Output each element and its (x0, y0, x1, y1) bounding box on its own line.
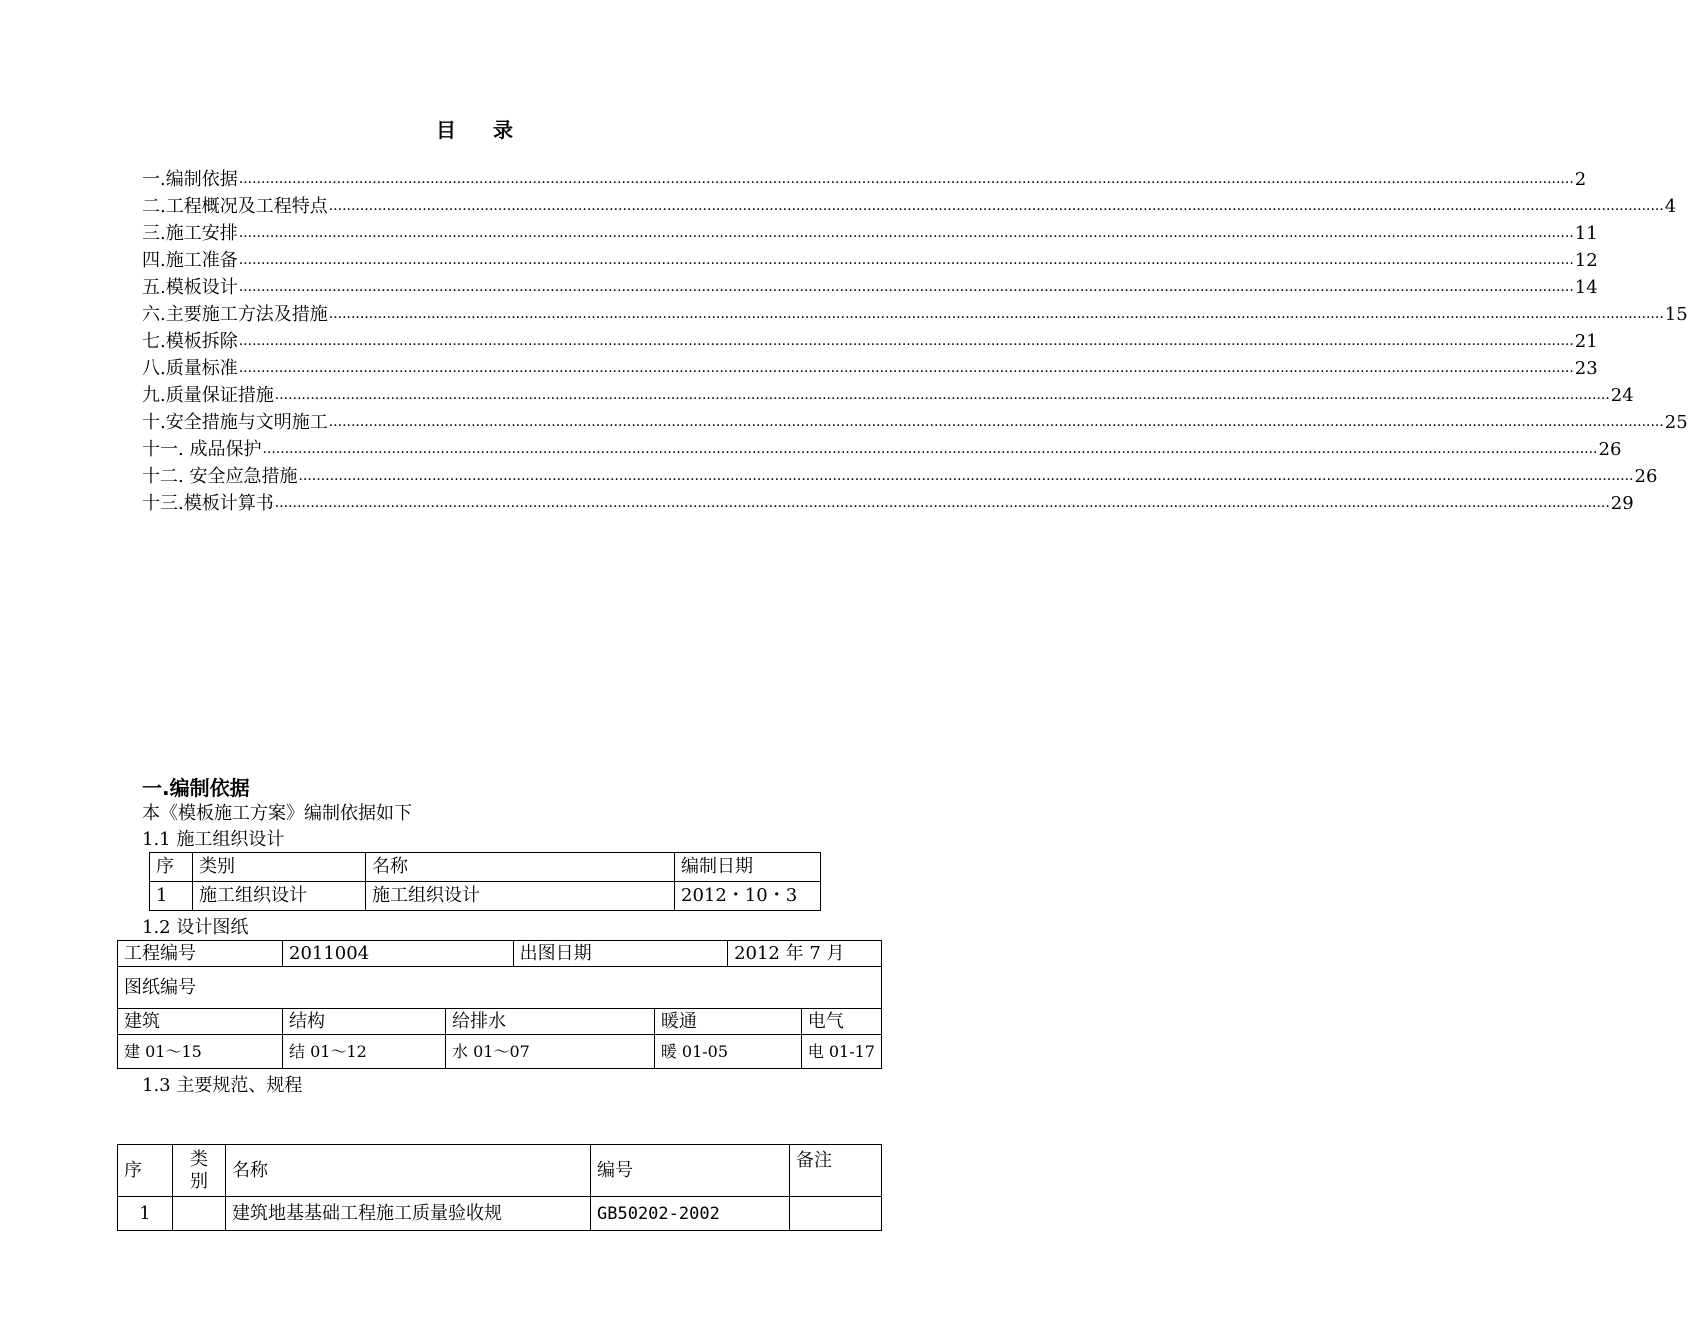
subsection-title-1-3: 1.3 主要规范、规程 (142, 1075, 303, 1096)
table-header-cell: 名称 (366, 853, 675, 882)
section-intro: 本《模板施工方案》编制依据如下 (142, 803, 412, 824)
table-cell (790, 1197, 882, 1231)
table-cell: 1 (150, 882, 193, 911)
toc-dot-leader: ............................................................................................................................................................................................................................................................................................................ (262, 441, 1598, 457)
toc-dot-leader: ............................................................................................................................................................................................................................................................................................................ (238, 360, 1574, 376)
table-cell: 建 01～15 (118, 1035, 283, 1069)
toc-entry-label: 三.施工安排 (142, 223, 238, 244)
toc-dot-leader: ............................................................................................................................................................................................................................................................................................................ (328, 414, 1664, 430)
toc-entry[interactable] (142, 328, 1598, 355)
toc-entry-page: 11 (1574, 223, 1598, 244)
table-header-cell: 类别 (193, 853, 366, 882)
toc-title (0, 114, 950, 143)
toc-dot-leader: ............................................................................................................................................................................................................................................................................................................ (328, 306, 1664, 322)
table-header-cell (173, 1145, 226, 1197)
toc-entry-label: 十一. 成品保护 (142, 439, 262, 460)
subsection-title-1-2: 1.2 设计图纸 (142, 917, 249, 938)
table-header-cell: 备注 (790, 1145, 882, 1197)
table-cell (173, 1197, 226, 1231)
table-of-contents (142, 166, 1688, 517)
standards-table (117, 1144, 882, 1231)
toc-entry-label: 四.施工准备 (142, 250, 238, 271)
toc-dot-leader: ............................................................................................................................................................................................................................................................................................................ (238, 171, 1574, 187)
toc-entry[interactable] (142, 490, 1634, 517)
toc-entry-page: 25 (1664, 412, 1688, 433)
table-row (118, 941, 882, 967)
toc-entry[interactable] (142, 220, 1598, 247)
toc-entry-page: 4 (1664, 196, 1677, 217)
table-cell: 暖 01-05 (654, 1035, 801, 1069)
toc-entry-page: 12 (1574, 250, 1598, 271)
table-cell: 施工组织设计 (366, 882, 675, 911)
toc-entry-label: 十.安全措施与文明施工 (142, 412, 328, 433)
table-cell: 施工组织设计 (193, 882, 366, 911)
toc-entry-page: 26 (1634, 466, 1658, 487)
toc-dot-leader: ............................................................................................................................................................................................................................................................................................................ (238, 252, 1574, 268)
toc-entry-label: 九.质量保证措施 (142, 385, 274, 406)
table-cell: 给排水 (446, 1009, 655, 1035)
toc-entry-label: 二.工程概况及工程特点 (142, 196, 328, 217)
toc-dot-leader: ............................................................................................................................................................................................................................................................................................................ (274, 495, 1610, 511)
toc-entry[interactable] (142, 193, 1677, 220)
design-drawings-table (117, 940, 882, 1069)
table-cell: 暖通 (654, 1009, 801, 1035)
toc-entry-label: 五.模板设计 (142, 277, 238, 298)
toc-entry-page: 24 (1610, 385, 1634, 406)
toc-dot-leader: ............................................................................................................................................................................................................................................................................................................ (238, 225, 1574, 241)
table-row (118, 1197, 882, 1231)
toc-dot-leader: ............................................................................................................................................................................................................................................................................................................ (238, 333, 1574, 349)
table-cell: GB50202-2002 (591, 1197, 790, 1231)
toc-dot-leader: ............................................................................................................................................................................................................................................................................................................ (328, 198, 1664, 214)
construction-org-design-table (149, 852, 821, 911)
table-row (150, 882, 821, 911)
toc-entry-page: 26 (1598, 439, 1622, 460)
toc-entry-page: 15 (1664, 304, 1688, 325)
toc-entry[interactable] (142, 355, 1598, 382)
toc-entry[interactable] (142, 463, 1658, 490)
table-cell: 1 (118, 1197, 173, 1231)
table-cell: 结构 (283, 1009, 446, 1035)
table-header-cell: 名称 (226, 1145, 591, 1197)
table-row (118, 1035, 882, 1069)
drawing-no-label: 图纸编号 (118, 967, 882, 1009)
project-no-label: 工程编号 (118, 941, 283, 967)
toc-dot-leader: ............................................................................................................................................................................................................................................................................................................ (298, 468, 1634, 484)
toc-entry[interactable] (142, 247, 1598, 274)
table-cell: 建筑地基基础工程施工质量验收规 (226, 1197, 591, 1231)
toc-entry-label: 十三.模板计算书 (142, 493, 274, 514)
toc-entry-page: 23 (1574, 358, 1598, 379)
category-header-bottom: 别 (190, 1170, 208, 1192)
table-header-cell: 编号 (591, 1145, 790, 1197)
toc-entry-label: 八.质量标准 (142, 358, 238, 379)
toc-dot-leader: ............................................................................................................................................................................................................................................................................................................ (274, 387, 1610, 403)
toc-entry-label: 一.编制依据 (142, 169, 238, 190)
table-header-cell: 序 (150, 853, 193, 882)
toc-entry[interactable] (142, 166, 1587, 193)
project-no-value: 2011004 (283, 941, 514, 967)
table-cell: 结 01～12 (283, 1035, 446, 1069)
toc-entry[interactable] (142, 436, 1622, 463)
toc-entry-label: 六.主要施工方法及措施 (142, 304, 328, 325)
table-row (118, 1009, 882, 1035)
toc-entry[interactable] (142, 274, 1598, 301)
toc-entry-label: 十二. 安全应急措施 (142, 466, 298, 487)
table-cell: 建筑 (118, 1009, 283, 1035)
table-cell: 2012・10・3 (675, 882, 821, 911)
toc-title-char-2: 录 (493, 118, 514, 142)
toc-entry[interactable] (142, 301, 1688, 328)
section-heading: 一.编制依据 (142, 776, 250, 800)
issue-date-value: 2012 年 7 月 (728, 941, 882, 967)
toc-entry-page: 2 (1574, 169, 1587, 190)
toc-entry[interactable] (142, 409, 1688, 436)
table-header-cell: 序 (118, 1145, 173, 1197)
toc-entry-label: 七.模板拆除 (142, 331, 238, 352)
table-header-row (150, 853, 821, 882)
table-header-cell: 编制日期 (675, 853, 821, 882)
subsection-title-1-1: 1.1 施工组织设计 (142, 829, 285, 850)
table-cell: 电气 (801, 1009, 881, 1035)
toc-entry-page: 29 (1610, 493, 1634, 514)
table-row (118, 967, 882, 1009)
toc-entry-page: 21 (1574, 331, 1598, 352)
toc-entry-page: 14 (1574, 277, 1598, 298)
table-header-row (118, 1145, 882, 1197)
toc-entry[interactable] (142, 382, 1634, 409)
table-cell: 电 01-17 (801, 1035, 881, 1069)
issue-date-label: 出图日期 (513, 941, 727, 967)
toc-dot-leader: ............................................................................................................................................................................................................................................................................................................ (238, 279, 1574, 295)
table-cell: 水 01～07 (446, 1035, 655, 1069)
toc-title-char-1: 目 (436, 118, 457, 142)
category-header-top: 类 (190, 1148, 208, 1170)
